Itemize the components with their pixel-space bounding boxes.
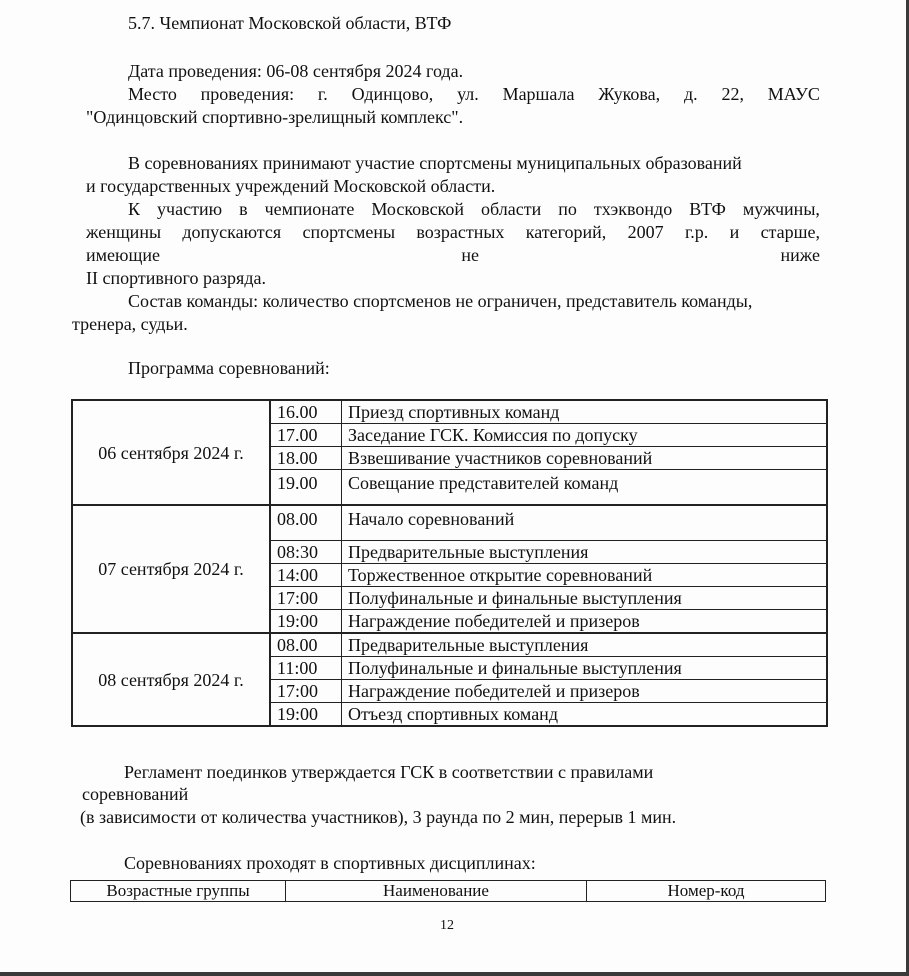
word: ул. xyxy=(457,84,479,104)
word: д. xyxy=(683,84,698,104)
word: Московской xyxy=(371,199,465,219)
schedule-time: 16.00 xyxy=(270,400,342,424)
program-title: Программа соревнований: xyxy=(128,358,330,378)
event-date-line: Дата проведения: 06-08 сентября 2024 года. xyxy=(128,61,464,81)
word: области xyxy=(481,199,542,219)
admission-line-3 xyxy=(86,244,820,266)
schedule-event: Предварительные выступления xyxy=(342,541,828,564)
word: категорий, xyxy=(525,222,607,242)
schedule-row xyxy=(72,633,827,657)
word: Маршала xyxy=(502,84,575,104)
schedule-event: Отъезд спортивных команд xyxy=(342,703,828,727)
word: ниже xyxy=(780,245,820,265)
word: участию xyxy=(157,199,223,219)
section-heading: 5.7. Чемпионат Московской области, ВТФ xyxy=(128,13,452,33)
word: ВТФ xyxy=(689,199,726,219)
word: возрастных xyxy=(416,222,505,242)
disciplines-header-age-groups: Возрастные группы xyxy=(71,881,286,902)
schedule-day-3 xyxy=(72,633,827,726)
schedule-time: 17.00 xyxy=(270,424,342,447)
reglament-line-2: соревнований xyxy=(82,784,189,804)
word: 22, xyxy=(721,84,744,104)
team-line-1: Состав команды: количество спортсменов не ограничен, представитель команды, xyxy=(128,291,753,311)
schedule-event: Начало соревнований xyxy=(342,505,828,541)
schedule-time: 19:00 xyxy=(270,610,342,634)
schedule-table xyxy=(71,399,828,727)
word: МАУС xyxy=(767,84,820,104)
disciplines-header-row xyxy=(71,881,826,902)
word: спортсмены xyxy=(302,222,396,242)
reglament-line-3: (в зависимости от количества участников), 3 раунда по 2 мин, перерыв 1 мин. xyxy=(80,807,677,827)
schedule-time: 17:00 xyxy=(270,587,342,610)
word: Жукова, xyxy=(598,84,661,104)
schedule-event: Награждение победителей и призеров xyxy=(342,610,828,634)
scan-frame-bottom xyxy=(0,972,909,976)
schedule-time: 19.00 xyxy=(270,470,342,506)
word: женщины xyxy=(86,222,162,242)
schedule-time: 08.00 xyxy=(270,505,342,541)
schedule-row xyxy=(72,505,827,541)
word: Одинцово, xyxy=(351,84,434,104)
word: г.р. xyxy=(684,222,709,242)
schedule-time: 17:00 xyxy=(270,680,342,703)
venue-line-2: "Одинцовский спортивно-зрелищный комплекс". xyxy=(86,107,464,127)
schedule-date: 07 сентября 2024 г. xyxy=(72,505,270,633)
participants-line-2: и государственных учреждений Московской области. xyxy=(86,176,496,196)
schedule-time: 08:30 xyxy=(270,541,342,564)
admission-line-1 xyxy=(128,198,820,220)
schedule-event: Полуфинальные и финальные выступления xyxy=(342,657,828,680)
word: имеющие xyxy=(86,245,160,265)
schedule-date: 06 сентября 2024 г. xyxy=(72,400,270,505)
schedule-event: Совещание представителей команд xyxy=(342,470,828,506)
schedule-time: 19:00 xyxy=(270,703,342,727)
schedule-event: Заседание ГСК. Комиссия по допуску xyxy=(342,424,828,447)
participants-line-1: В соревнованиях принимают участие спортсмены муниципальных образований xyxy=(128,153,742,173)
word: старше, xyxy=(760,222,820,242)
word: по xyxy=(558,199,577,219)
schedule-event: Взвешивание участников соревнований xyxy=(342,447,828,470)
venue-line-1 xyxy=(128,83,820,105)
schedule-time: 08.00 xyxy=(270,633,342,657)
word: тхэквондо xyxy=(593,199,673,219)
schedule-event: Предварительные выступления xyxy=(342,633,828,657)
word: чемпионате xyxy=(264,199,355,219)
word: не xyxy=(461,245,480,265)
disciplines-header-code: Номер-код xyxy=(587,881,826,902)
word: и xyxy=(729,222,740,242)
word: допускаются xyxy=(182,222,282,242)
disciplines-table xyxy=(70,880,826,902)
word: К xyxy=(128,199,141,219)
word: г. xyxy=(317,84,328,104)
schedule-day-1 xyxy=(72,400,827,505)
disciplines-intro: Соревнованиях проходят в спортивных дисциплинах: xyxy=(124,853,536,873)
schedule-event: Полуфинальные и финальные выступления xyxy=(342,587,828,610)
reglament-line-1: Регламент поединков утверждается ГСК в соответствии с правилами xyxy=(124,762,654,782)
team-line-2: тренера, судьи. xyxy=(72,314,188,334)
word: 2007 xyxy=(627,222,664,242)
schedule-date: 08 сентября 2024 г. xyxy=(72,633,270,726)
page-number: 12 xyxy=(440,918,454,933)
schedule-time: 11:00 xyxy=(270,657,342,680)
admission-line-4: II спортивного разряда. xyxy=(86,268,266,288)
disciplines-header-name: Наименование xyxy=(286,881,587,902)
schedule-event: Приезд спортивных команд xyxy=(342,400,828,424)
word: в xyxy=(239,199,248,219)
schedule-event: Торжественное открытие соревнований xyxy=(342,564,828,587)
word: проведения: xyxy=(200,84,295,104)
word: Место xyxy=(128,84,177,104)
schedule-event: Награждение победителей и призеров xyxy=(342,680,828,703)
schedule-row xyxy=(72,400,827,424)
schedule-time: 14:00 xyxy=(270,564,342,587)
word: мужчины, xyxy=(742,199,820,219)
schedule-time: 18.00 xyxy=(270,447,342,470)
admission-line-2 xyxy=(86,221,820,243)
schedule-day-2 xyxy=(72,505,827,633)
